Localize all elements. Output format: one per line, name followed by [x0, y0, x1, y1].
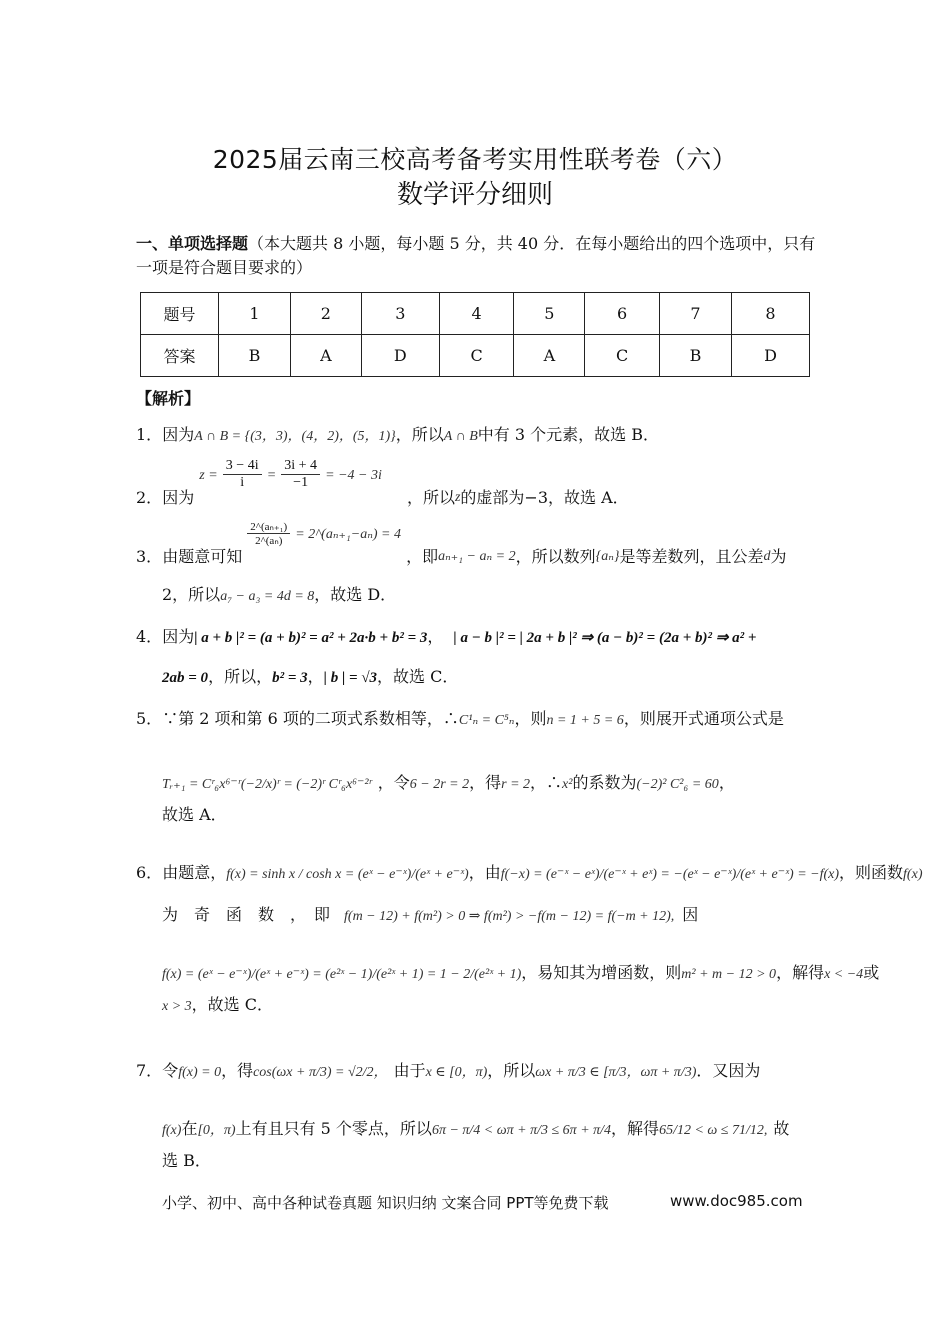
formula: x < −4 — [824, 967, 864, 982]
formula: 6π − π/4 < ωπ + π/3 ≤ 6π + π/4 — [431, 1123, 612, 1138]
text: ，解得 — [776, 963, 825, 982]
table-row — [141, 293, 810, 335]
solution-2 — [136, 458, 629, 507]
table-cell: 5 — [514, 293, 585, 335]
text: 由题意， — [162, 863, 227, 882]
answer-table — [140, 292, 810, 377]
text: ，故选 D． — [314, 585, 397, 604]
formula: n = 1 + 5 = 6 — [546, 713, 624, 728]
formula: f(x) = (eˣ − e⁻ˣ)/(eˣ + e⁻ˣ) = (e²ˣ − 1)/(e²ˣ + 1) = 1 − 2/(e²ˣ + 1) — [162, 967, 522, 982]
text: 为 — [770, 547, 787, 566]
table-cell: A — [290, 335, 361, 377]
formula: x² — [562, 777, 573, 792]
solution-6-line4 — [162, 992, 273, 1015]
table-cell: B — [219, 335, 291, 377]
row-label: 题号 — [141, 293, 219, 335]
table-cell: 7 — [660, 293, 732, 335]
section-intro — [136, 232, 816, 280]
solution-5-line2 — [162, 770, 735, 793]
text: 因 — [682, 905, 699, 924]
formula: 6 − 2r = 2 — [409, 777, 470, 792]
formula: = — [266, 468, 277, 483]
text: ，易知其为增函数，则 — [521, 963, 682, 982]
formula: f(x) = sinh x / cosh x = (eˣ − e⁻ˣ)/(eˣ + e⁻ˣ) — [226, 867, 469, 882]
item-number: 7． — [136, 1061, 163, 1080]
text: 因为 — [162, 425, 195, 444]
fraction — [247, 520, 290, 547]
formula: a₇ − a₃ = 4d = 8 — [220, 589, 315, 604]
footer — [162, 1192, 803, 1213]
formula: x ∈ [0，π) — [425, 1065, 488, 1080]
table-cell: 8 — [731, 293, 809, 335]
text: ，解得 — [611, 1119, 660, 1138]
section-heading: 一、单项选择题 — [136, 234, 249, 253]
solution-5 — [136, 706, 784, 729]
formula: C¹ₙ = C⁵ₙ — [458, 713, 515, 728]
table-cell: 1 — [219, 293, 291, 335]
formula: d — [763, 549, 771, 564]
fraction — [223, 458, 262, 491]
item-number: 2． — [136, 488, 163, 507]
formula: {aₙ} — [595, 549, 620, 564]
text: ，∴ — [530, 773, 563, 792]
text: ，所以 — [487, 1061, 536, 1080]
text: 在 — [181, 1119, 198, 1138]
formula: aₙ₊₁ − aₙ = 2 — [438, 549, 516, 564]
solution-3-line2 — [162, 582, 396, 605]
formula: r = 2 — [501, 777, 531, 792]
table-cell: C — [585, 335, 660, 377]
formula: b² = 3 — [272, 670, 308, 686]
numerator: 3 − 4i — [223, 458, 262, 475]
text: ， — [307, 667, 324, 686]
table-cell: B — [660, 335, 732, 377]
text: 故 — [773, 1119, 790, 1138]
page-title: 2025届云南三校高考备考实用性联考卷（六） — [212, 145, 738, 174]
solution-3 — [136, 520, 787, 566]
formula: = 2^(aₙ₊₁−aₙ) = 4 — [295, 527, 401, 542]
text: ∵第 2 项和第 6 项的二项式系数相等，∴ — [162, 709, 459, 728]
solution-5-line3: 故选 A． — [162, 805, 227, 824]
formula: = −4 − 3i — [325, 468, 382, 483]
table-cell: 6 — [585, 293, 660, 335]
formula: 65/12 < ω ≤ 71/12, — [659, 1123, 768, 1138]
text: ，令 — [377, 773, 410, 792]
text: ，所以 — [395, 425, 444, 444]
item-number: 4． — [136, 627, 163, 646]
fraction — [281, 458, 320, 491]
formula: m² + m − 12 > 0 — [681, 967, 777, 982]
text: 是等差数列，且公差 — [619, 547, 764, 566]
footer-link[interactable]: www.doc985.com — [670, 1192, 803, 1210]
text: ，则函数 — [839, 863, 904, 882]
item-number: 5． — [136, 709, 163, 728]
formula: z = — [199, 468, 218, 483]
text: 或 — [863, 963, 880, 982]
denominator: i — [240, 475, 245, 490]
solution-4 — [136, 624, 756, 647]
text: ，所以 — [406, 488, 455, 507]
text: ，所以数列 — [515, 547, 596, 566]
numerator: 2^(aₙ₊₁) — [247, 520, 290, 534]
item-number: 3． — [136, 547, 163, 566]
denominator: 2^(aₙ) — [255, 535, 283, 547]
formula: ωx + π/3 ∈ [π/3，ωπ + π/3) — [535, 1065, 697, 1080]
text: 令 — [162, 1061, 179, 1080]
formula: f(x) — [903, 867, 923, 882]
text: 因为 — [162, 627, 195, 646]
text: 的虚部为−3，故选 A． — [460, 488, 629, 507]
denominator: −1 — [293, 475, 309, 490]
solution-6 — [136, 860, 922, 883]
solution-7-line3: 选 B． — [162, 1151, 211, 1170]
text: 为 奇 函 数 ， 即 — [162, 905, 331, 924]
text: ，由 — [468, 863, 501, 882]
formula: z — [454, 490, 461, 505]
formula: | b | = √3 — [323, 670, 378, 686]
table-cell: 4 — [439, 293, 514, 335]
text: ，得 — [221, 1061, 254, 1080]
footer-text: 小学、初中、高中各种试卷真题 知识归纳 文案合同 PPT等免费下载 — [162, 1194, 609, 1212]
formula: cos(ωx + π/3) = √2/2， — [253, 1065, 388, 1080]
formula: f(m − 12) + f(m²) > 0 ⇒ f(m²) > −f(m − 12) = f(−m + 12), — [344, 909, 675, 924]
text: ．又因为 — [696, 1061, 761, 1080]
formula: 2ab = 0 — [162, 670, 209, 686]
formula: A ∩ B — [443, 429, 478, 444]
text: 中有 3 个元素，故选 B． — [477, 425, 659, 444]
table-cell: A — [514, 335, 585, 377]
text: ，所以， — [208, 667, 273, 686]
formula: Tᵣ₊₁ = Cʳ₆x⁶⁻ʳ(−2/x)ʳ = (−2)ʳ Cʳ₆x⁶⁻²ʳ — [162, 777, 372, 792]
text: ，故选 C． — [377, 667, 459, 686]
text: ，故选 C． — [191, 995, 274, 1014]
table-cell: 3 — [361, 293, 439, 335]
formula: (−2)² C²₆ = 60 — [636, 777, 719, 792]
table-cell: D — [361, 335, 439, 377]
text: 由于 — [393, 1061, 426, 1080]
solution-1 — [136, 422, 659, 445]
table-cell: 2 — [290, 293, 361, 335]
solution-4-line2 — [162, 664, 458, 687]
text: ，得 — [469, 773, 502, 792]
formula: f(x) = 0 — [178, 1065, 222, 1080]
text: 的系数为 — [572, 773, 637, 792]
section-description: （本大题共 8 小题，每小题 5 分，共 40 分．在每小题给出的四个选项中，只有一项是符合题目要求的） — [136, 234, 816, 277]
text: ，即 — [406, 547, 439, 566]
formula: | a + b |² = (a + b)² = a² + 2a·b + b² = 3 — [194, 630, 428, 646]
text: ，则展开式通项公式是 — [623, 709, 784, 728]
text: 2，所以 — [162, 585, 221, 604]
solution-6-line3 — [162, 960, 879, 983]
text: ， — [427, 627, 444, 646]
table-row — [141, 335, 810, 377]
row-label: 答案 — [141, 335, 219, 377]
table-cell: D — [731, 335, 809, 377]
item-number: 1． — [136, 425, 163, 444]
solution-7 — [136, 1058, 760, 1081]
analysis-label: 【解析】 — [136, 389, 201, 408]
page-subtitle: 数学评分细则 — [396, 180, 553, 210]
text: ，则 — [514, 709, 547, 728]
table-cell: C — [439, 335, 514, 377]
formula: A ∩ B = {(3，3)，(4，2)，(5，1)} — [194, 429, 396, 444]
solution-6-line2 — [162, 902, 698, 925]
numerator: 3i + 4 — [281, 458, 320, 475]
formula: f(x) — [162, 1123, 182, 1138]
formula: x > 3 — [162, 999, 192, 1014]
text: 由题意可知 — [162, 547, 243, 566]
formula: | a − b |² = | 2a + b |² ⇒ (a − b)² = (2a + b)² ⇒ a² + — [453, 630, 757, 646]
text: ， — [718, 773, 735, 792]
item-number: 6． — [136, 863, 163, 882]
formula: [0，π) — [197, 1123, 236, 1138]
solution-7-line2 — [162, 1116, 789, 1139]
text: 上有且只有 5 个零点，所以 — [235, 1119, 432, 1138]
formula: f(−x) = (e⁻ˣ − eˣ)/(e⁻ˣ + eˣ) = −(eˣ − e⁻ˣ)/(eˣ + e⁻ˣ) = −f(x) — [500, 867, 840, 882]
text: 因为 — [162, 488, 195, 507]
